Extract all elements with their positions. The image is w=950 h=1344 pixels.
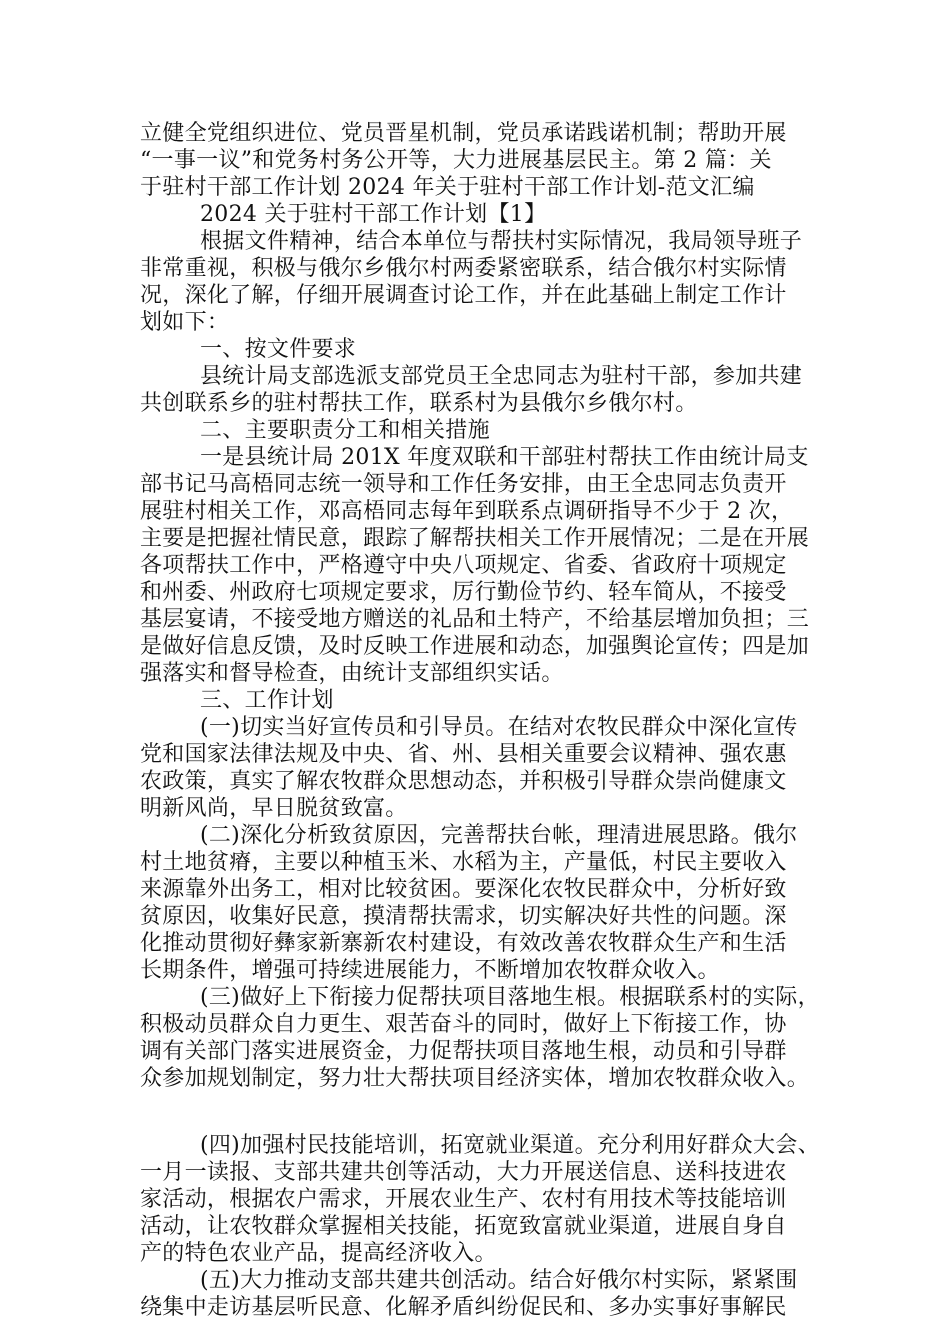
- text-line: 展驻村相关工作，邓高梧同志每年到联系点调研指导不少于 2 次，: [140, 499, 794, 524]
- heading-1: 一、按文件要求: [200, 337, 357, 362]
- text-line: (四)加强村民技能培训，拓宽就业渠道。充分利用好群众大会、: [200, 1133, 820, 1158]
- paragraph-gap: [140, 1092, 820, 1132]
- text-line: 强落实和督导检查，由统计支部组织实话。: [140, 661, 564, 686]
- text-line: 家活动，根据农户需求，开展农业生产、农村有用技术等技能培训: [140, 1187, 787, 1212]
- text-line: 县统计局支部选派支部党员王全忠同志为驻村干部，参加共建: [200, 364, 803, 389]
- text-line: 共创联系乡的驻村帮扶工作，联系村为县俄尔乡俄尔村。: [140, 391, 698, 416]
- text-line: 农政策，真实了解农牧群众思想动态，并积极引导群众崇尚健康文: [140, 769, 787, 794]
- text-line: 明新风尚，早日脱贫致富。: [140, 796, 408, 821]
- text-line: “一事一议”和党务村务公开等，大力进展基层民主。第 2 篇：关: [140, 148, 772, 173]
- text-line: 众参加规划制定，努力壮大帮扶项目经济实体，增加农牧群众收入。: [140, 1066, 810, 1091]
- text-line: 调有关部门落实进展资金，力促帮扶项目落地生根，动员和引导群: [140, 1039, 787, 1064]
- text-line: 产的特色农业产品，提高经济收入。: [140, 1241, 497, 1266]
- text-line: (五)大力推动支部共建共创活动。结合好俄尔村实际，紧紧围: [200, 1268, 798, 1293]
- heading-3: 三、工作计划: [200, 688, 334, 713]
- text-line: 基层宴请，不接受地方赠送的礼品和土特产，不给基层增加负担；三: [140, 607, 810, 632]
- heading-2: 二、主要职责分工和相关措施: [200, 418, 490, 443]
- text-line: 是做好信息反馈，及时反映工作进展和动态，加强舆论宣传；四是加: [140, 634, 810, 659]
- text-line: 积极动员群众自力更生、艰苦奋斗的同时，做好上下衔接工作，协: [140, 1012, 787, 1037]
- text-line: 根据文件精神，结合本单位与帮扶村实际情况，我局领导班子: [200, 229, 803, 254]
- text-line: 贫原因，收集好民意，摸清帮扶需求，切实解决好共性的问题。深: [140, 904, 787, 929]
- text-line: 非常重视，积极与俄尔乡俄尔村两委紧密联系，结合俄尔村实际情: [140, 256, 787, 281]
- text-line: (二)深化分析致贫原因，完善帮扶台帐，理清进展思路。俄尔: [200, 823, 798, 848]
- text-line: 活动，让农牧群众掌握相关技能，拓宽致富就业渠道，进展自身自: [140, 1214, 787, 1239]
- text-line: 一是县统计局 201X 年度双联和干部驻村帮扶工作由统计局支: [200, 445, 809, 470]
- text-line: 部书记马高梧同志统一领导和工作任务安排，由王全忠同志负责开: [140, 472, 787, 497]
- document-body: [140, 120, 820, 1321]
- text-line: 立健全党组织进位、党员晋星机制，党员承诺践诺机制；帮助开展: [140, 121, 787, 146]
- text-line: 来源靠外出务工，相对比较贫困。要深化农牧民群众中，分析好致: [140, 877, 787, 902]
- text-line: 长期条件，增强可持续进展能力，不断增加农牧群众收入。: [140, 958, 720, 983]
- text-line: 主要是把握社情民意，跟踪了解帮扶相关工作开展情况；二是在开展: [140, 526, 810, 551]
- text-line: 况，深化了解，仔细开展调查讨论工作，并在此基础上制定工作计: [140, 283, 787, 308]
- text-line: (一)切实当好宣传员和引导员。在结对农牧民群众中深化宣传: [200, 715, 798, 740]
- section-title: 2024 关于驻村干部工作计划【1】: [200, 202, 547, 227]
- text-line: 化推动贯彻好彝家新寨新农村建设，有效改善农牧群众生产和生活: [140, 931, 787, 956]
- text-line: 于驻村干部工作计划 2024 年关于驻村干部工作计划-范文汇编: [140, 175, 755, 200]
- text-line: 党和国家法律法规及中央、省、州、县相关重要会议精神、强农惠: [140, 742, 787, 767]
- text-line: 划如下：: [140, 310, 230, 335]
- text-line: 和州委、州政府七项规定要求，厉行勤俭节约、轻车简从，不接受: [140, 580, 787, 605]
- text-line: 绕集中走访基层听民意、化解矛盾纠纷促民和、多办实事好事解民: [140, 1295, 787, 1320]
- text-line: (三)做好上下衔接力促帮扶项目落地生根。根据联系村的实际，: [200, 985, 820, 1010]
- text-line: 一月一读报、支部共建共创等活动，大力开展送信息、送科技进农: [140, 1160, 787, 1185]
- text-line: 各项帮扶工作中，严格遵守中央八项规定、省委、省政府十项规定: [140, 553, 787, 578]
- text-line: 村土地贫瘠，主要以种植玉米、水稻为主，产量低，村民主要收入: [140, 850, 787, 875]
